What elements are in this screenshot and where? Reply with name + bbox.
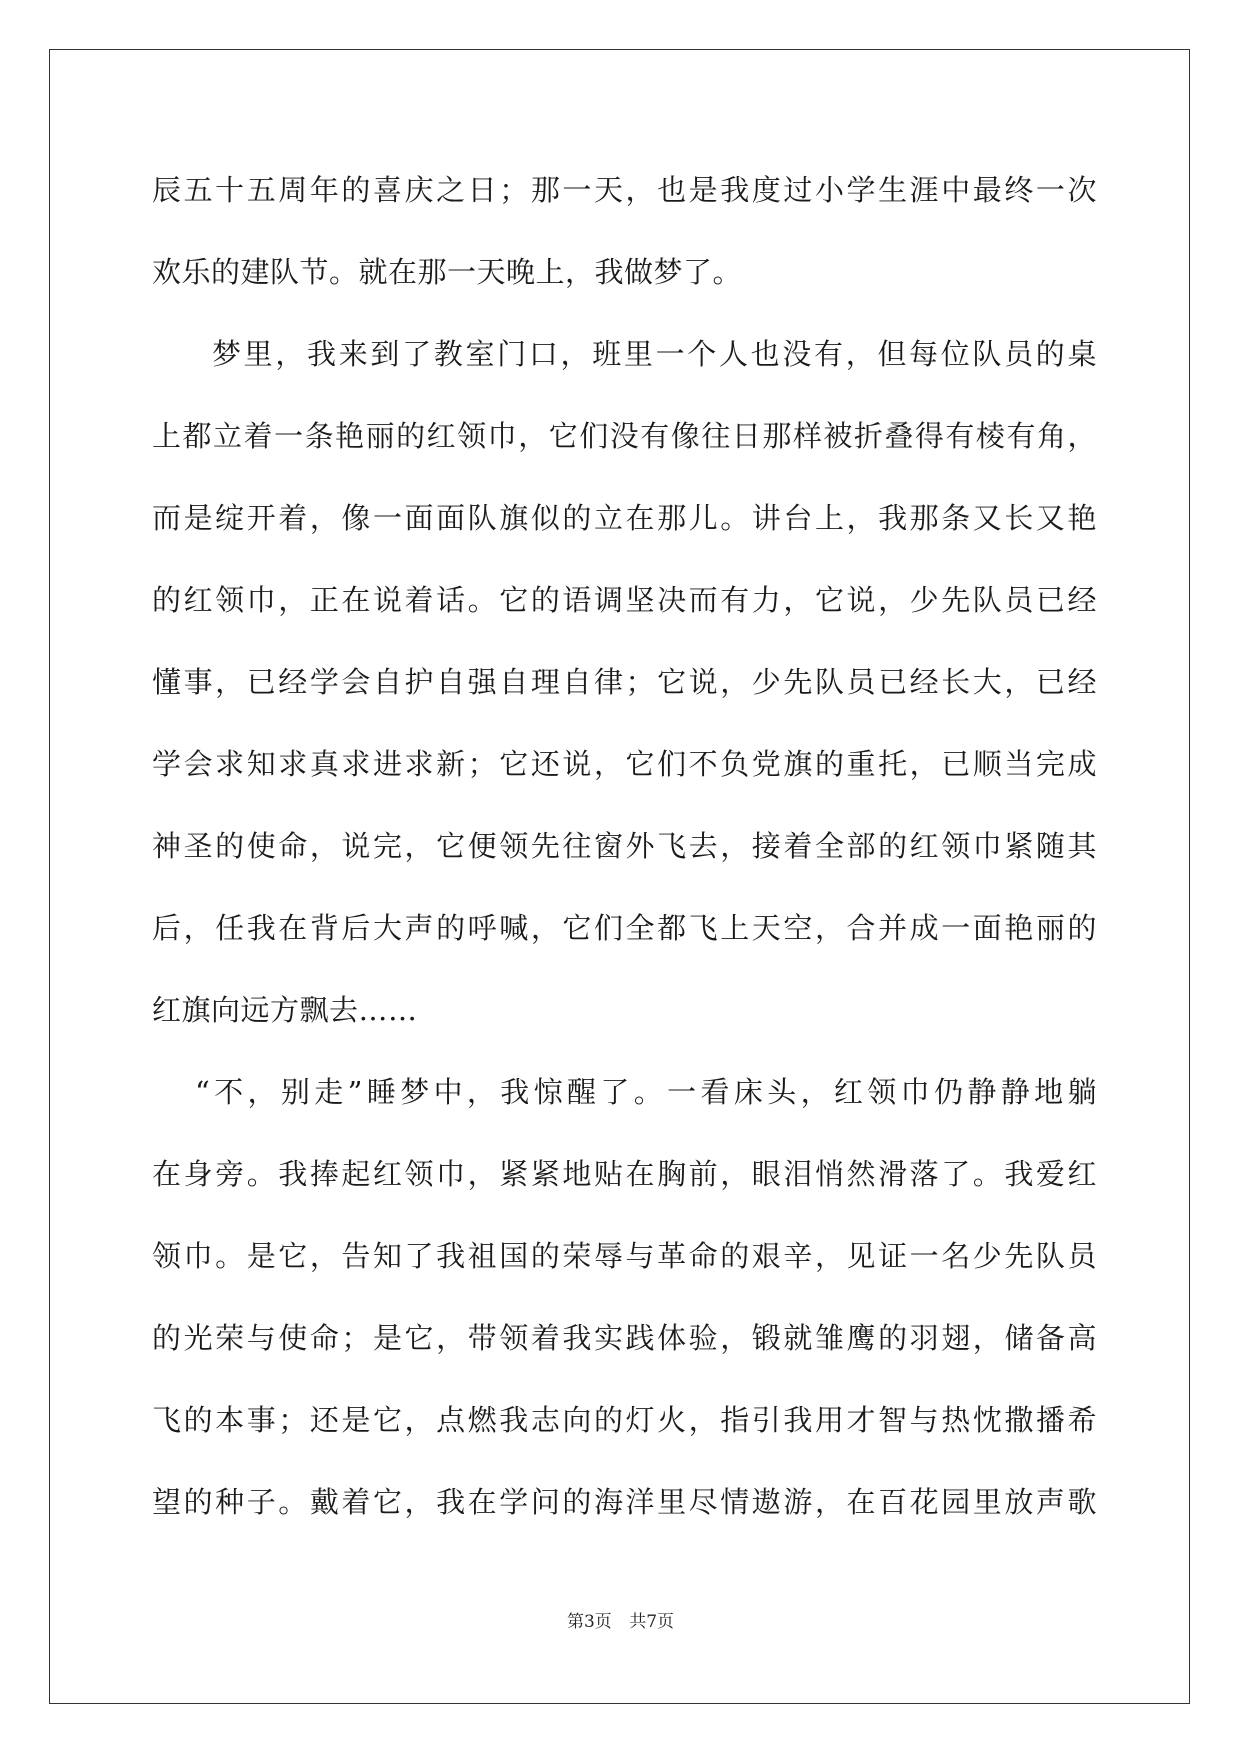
text-line-11: 红旗向远方飘去…… [152,993,418,1027]
text-line-12: “不，别走”睡梦中，我惊醒了。一看床头，红领巾仍静静地躺 [195,1075,1097,1109]
text-line-8: 学会求知求真求进求新；它还说，它们不负党旗的重托，已顺当完成 [152,747,1097,781]
text-line-4: 上都立着一条艳丽的红领巾，它们没有像往日那样被折叠得有棱有角， [152,419,1097,453]
text-line-10: 后，任我在背后大声的呼喊，它们全都飞上天空，合并成一面艳丽的 [152,911,1097,945]
text-line-5: 而是绽开着，像一面面队旗似的立在那儿。讲台上，我那条又长又艳 [152,501,1097,535]
text-line-14: 领巾。是它，告知了我祖国的荣辱与革命的艰辛，见证一名少先队员 [152,1239,1097,1273]
text-line-2: 欢乐的建队节。就在那一天晚上，我做梦了。 [152,255,743,289]
text-line-16: 飞的本事；还是它，点燃我志向的灯火，指引我用才智与热忱撒播希 [152,1403,1097,1437]
page-footer [0,1607,1241,1632]
document-body [152,165,1097,1559]
text-line-3: 梦里，我来到了教室门口，班里一个人也没有，但每位队员的桌 [212,337,1097,371]
text-line-15: 的光荣与使命；是它，带领着我实践体验，锻就雏鹰的羽翅，储备高 [152,1321,1097,1355]
text-line-13: 在身旁。我捧起红领巾，紧紧地贴在胸前，眼泪悄然滑落了。我爱红 [152,1157,1097,1191]
text-line-17: 望的种子。戴着它，我在学问的海洋里尽情遨游，在百花园里放声歌 [152,1485,1097,1519]
page-number: 第3页 [566,1612,612,1632]
text-line-1: 辰五十五周年的喜庆之日；那一天，也是我度过小学生涯中最终一次 [152,173,1097,207]
text-line-7: 懂事，已经学会自护自强自理自律；它说，少先队员已经长大，已经 [152,665,1097,699]
text-line-9: 神圣的使命，说完，它便领先往窗外飞去，接着全部的红领巾紧随其 [152,829,1097,863]
page-total: 共7页 [629,1612,675,1632]
text-line-6: 的红领巾，正在说着话。它的语调坚决而有力，它说，少先队员已经 [152,583,1097,617]
